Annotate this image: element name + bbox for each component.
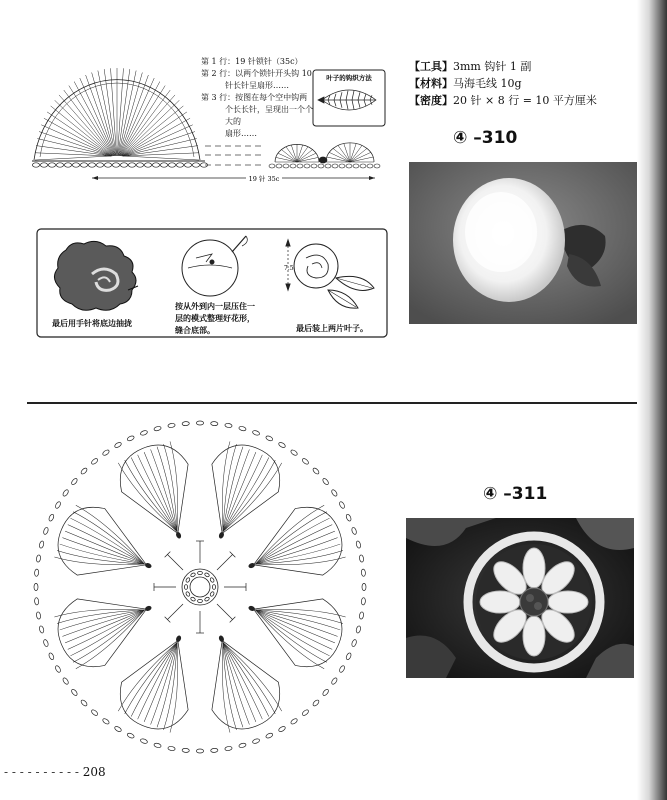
row-3-cont-text: 个长长针，呈现出一个个大的	[225, 105, 313, 126]
material-value: 马海毛线 10g	[453, 77, 522, 90]
tool-label: 【工具】	[409, 60, 453, 73]
material-label: 【材料】	[409, 77, 453, 90]
row-2-text: 第 2 行：以两个锁针开头钩 10	[201, 69, 312, 78]
density-row	[409, 92, 597, 109]
row-2-cont-text: 针长针呈扇形……	[225, 81, 289, 90]
page-number-dashes: - - - - - - - - - -	[4, 765, 83, 779]
leaf-method-label: 叶子的钩织方法	[326, 74, 372, 82]
tool-value: 3mm 钩针 1 副	[453, 60, 532, 73]
material-row	[409, 75, 597, 92]
page-number	[4, 765, 106, 779]
density-label: 【密度】	[409, 94, 453, 107]
materials-specs	[409, 58, 597, 109]
pattern-310-id: ④ –310	[453, 128, 518, 148]
step-2-line-1: 按从外到内一层压住一	[175, 301, 255, 311]
dimension-label: 7.5	[284, 265, 294, 272]
span-label: 19 针 35c	[248, 175, 280, 183]
step-3-text: 最后装上两片叶子。	[296, 323, 368, 333]
circular-motif-crochet-chart	[30, 405, 390, 760]
photo-311-round-motif	[406, 518, 634, 678]
step-2-text	[175, 300, 255, 336]
row-instructions	[201, 56, 313, 140]
row-3-end-text: 扇形……	[225, 129, 257, 138]
section-divider	[27, 402, 639, 404]
step-1-text: 最后用手针将底边抽拢	[52, 318, 132, 328]
row-1-text: 第 1 行：19 针锁针（35c）	[201, 57, 303, 66]
photo-310-mohair-flower	[409, 162, 637, 324]
step-2-line-2: 层的模式整理好花形，	[175, 313, 255, 323]
fan-crochet-diagram	[0, 0, 400, 400]
round-motif-image	[406, 518, 634, 678]
pattern-311-id: ④ –311	[483, 484, 548, 504]
page-number-value: 208	[82, 765, 106, 779]
tool-row	[409, 58, 597, 75]
mohair-flower-image	[409, 162, 637, 324]
step-2-line-3: 缝合底部。	[175, 325, 215, 335]
density-value: 20 针 × 8 行 = 10 平方厘米	[453, 94, 597, 107]
row-3-text: 第 3 行：按图在每个空中钩两	[201, 93, 308, 102]
book-spine-shadow	[637, 0, 667, 800]
